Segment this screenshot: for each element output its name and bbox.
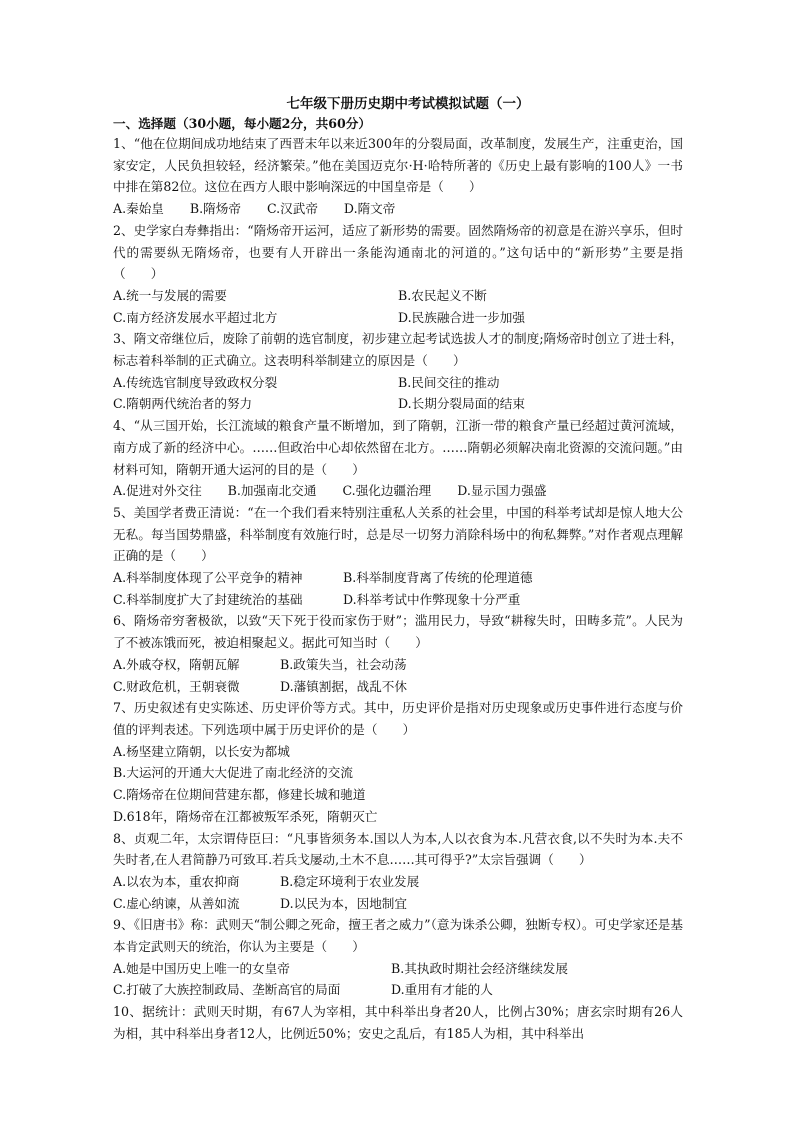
question-6-option-a: A.外戚夺权，隋朝瓦解 [113, 656, 240, 672]
question-9-stem: 9、《旧唐书》称：武则天“制公卿之死命，擅王者之威力”（意为诛杀公卿，独断专权）。可史学家还是基本肯定武则天的统治，你认为主要是（ ） [113, 917, 683, 955]
question-2-option-c: C.南方经济发展水平超过北方 [113, 309, 278, 325]
question-5-stem: 5、美国学者费正清说：“在一个我们看来特别注重私人关系的社会里，中国的科举考试却是惊人地大公无私。每当国势鼎盛，科举制度有效施行时，总是尽一切努力消除科场中的徇私舞弊。”对作者观点理解正确的是（ ） [113, 504, 683, 564]
question-8-option-b: B.稳定环境利于农业发展 [280, 873, 420, 889]
question-7-option-b: B.大运河的开通大大促进了南北经济的交流 [113, 765, 353, 781]
question-2-options-row-2 [113, 307, 683, 329]
question-10-stem: 10、据统计：武则天时期，有67人为宰相，其中科举出身者20人，比例占30%；唐玄宗时期有26人为相，其中科举出身者12人，比例近50%；安史之乱后，有185人为相，其中科举出 [113, 1004, 683, 1041]
question-9-options-row-2 [113, 979, 683, 1001]
question-6-stem: 6、隋炀帝穷奢极欲，以致“天下死于役而家伤于财”；滥用民力，导致“耕稼失时，田畴多荒”。人民为了不被冻饿而死，被迫相聚起义。据此可知当时（ ） [113, 613, 683, 651]
question-2-options-row-1 [113, 285, 683, 307]
question-6-options-row-1 [113, 654, 683, 676]
question-7-option-a: A.杨坚建立隋朝，以长安为都城 [113, 743, 290, 759]
question-1-option-b: B.隋炀帝 [189, 201, 241, 217]
question-5-option-c: C.科举制度扩大了封建统治的基础 [113, 591, 303, 607]
question-4-option-a: A.促进对外交往 [113, 483, 202, 499]
question-9-option-a: A.她是中国历史上唯一的女皇帝 [113, 960, 290, 976]
question-5-option-a: A.科举制度体现了公平竞争的精神 [113, 570, 303, 586]
question-8-option-a: A.以农为本，重农抑商 [113, 873, 240, 889]
question-5-options-row-1 [113, 567, 683, 589]
question-9-option-c: C.打破了大族控制政局、垄断高官的局面 [113, 982, 341, 998]
question-3-options-row-1 [113, 372, 683, 394]
question-3-options-row-2 [113, 393, 683, 415]
question-8-options-row-1 [113, 871, 683, 893]
exam-page [113, 95, 683, 1045]
question-6-option-c: C.财政危机，王朝衰微 [113, 678, 240, 694]
question-2-option-a: A.统一与发展的需要 [113, 287, 227, 303]
question-5-options-row-2 [113, 589, 683, 611]
question-9-options-row-1 [113, 958, 683, 980]
question-3-stem: 3、隋文帝继位后，废除了前朝的选官制度，初步建立起考试选拔人才的制度;隋炀帝时创立了进士科，标志着科举制的正式确立。这表明科举制建立的原因是（ ） [113, 331, 683, 369]
question-8-stem: 8、贞观二年，太宗谓侍臣曰：“凡事皆须务本.国以人为本,人以衣食为本.凡营衣食,以不失时为本.夫不失时者,在人君简静乃可致耳.若兵戈屡动,土木不息……其可得乎?”太宗旨强调（ ） [113, 830, 683, 868]
question-4-stem: 4、“从三国开始，长江流域的粮食产量不断增加，到了隋朝，江浙一带的粮食产量已经超过黄河流域，南方成了新的经济中心。……但政治中心却依然留在北方。……隋朝必须解决南北资源的交流问题。”由材料可知，隋朝开通大运河的目的是（ ） [113, 418, 683, 477]
question-4-option-c: C.强化边疆治理 [342, 483, 432, 499]
question-1-options [113, 198, 683, 220]
question-1-stem: 1、“他在位期间成功地结束了西晋末年以来近300年的分裂局面，改革制度，发展生产，注重吏治，国家安定，人民负担较轻，经济繁荣。”他在美国迈克尔·H·哈特所著的《历史上最有影响的100人》一书中排在第82位。这位在西方人眼中影响深远的中国皇帝是（ ） [113, 136, 683, 195]
question-5-option-d: D.科举考试中作弊现象十分严重 [343, 591, 521, 607]
question-8-option-d: D.以民为本，因地制宜 [280, 895, 407, 911]
question-7-stem: 7、历史叙述有史实陈述、历史评价等方式。其中，历史评价是指对历史现象或历史事件进行态度与价值的评判表述。下列选项中属于历史评价的是（ ） [113, 700, 683, 737]
question-3-option-b: B.民间交往的推动 [398, 374, 500, 390]
question-2-option-b: B.农民起义不断 [398, 287, 487, 303]
question-4-option-b: B.加强南北交通 [227, 483, 317, 499]
question-2-stem: 2、史学家白寿彝指出：“隋炀帝开运河，适应了新形势的需要。固然隋炀帝的初意是在游兴享乐，但时代的需要纵无隋炀帝，也要有人开辟出一条能沟通南北的河道的。”这句话中的“新形势”主要是指（ ） [113, 222, 683, 282]
question-4-option-d: D.显示国力强盛 [457, 483, 547, 499]
question-7-option-c: C.隋炀帝在位期间营建东都，修建长城和驰道 [113, 787, 366, 803]
question-3-option-c: C.隋朝两代统治者的努力 [113, 396, 253, 412]
question-4-options [113, 480, 683, 502]
question-5-option-b: B.科举制度背离了传统的伦理道德 [343, 570, 533, 586]
question-8-option-c: C.虚心纳谏，从善如流 [113, 895, 240, 911]
section-heading: 一、选择题（30小题，每小题2分，共60分） [113, 116, 371, 131]
question-8-options-row-2 [113, 893, 683, 915]
question-7-option-d: D.618年，隋炀帝在江都被叛军杀死，隋朝灭亡 [113, 808, 378, 824]
question-6-option-d: D.藩镇割据，战乱不休 [280, 678, 407, 694]
question-9-option-b: B.其执政时期社会经济继续发展 [391, 960, 568, 976]
question-6-options-row-2 [113, 676, 683, 698]
question-2-option-d: D.民族融合进一步加强 [398, 309, 525, 325]
question-1-option-c: C.汉武帝 [266, 201, 318, 217]
question-6-option-b: B.政策失当，社会动荡 [280, 656, 407, 672]
question-1-option-a: A.秦始皇 [113, 201, 164, 217]
question-1-option-d: D.隋文帝 [343, 201, 396, 217]
question-3-option-d: D.长期分裂局面的结束 [398, 396, 525, 412]
question-3-option-a: A.传统选官制度导致政权分裂 [113, 374, 278, 390]
question-9-option-d: D.重用有才能的人 [391, 982, 493, 998]
exam-title: 七年级下册历史期中考试模拟试题（一） [286, 96, 530, 112]
